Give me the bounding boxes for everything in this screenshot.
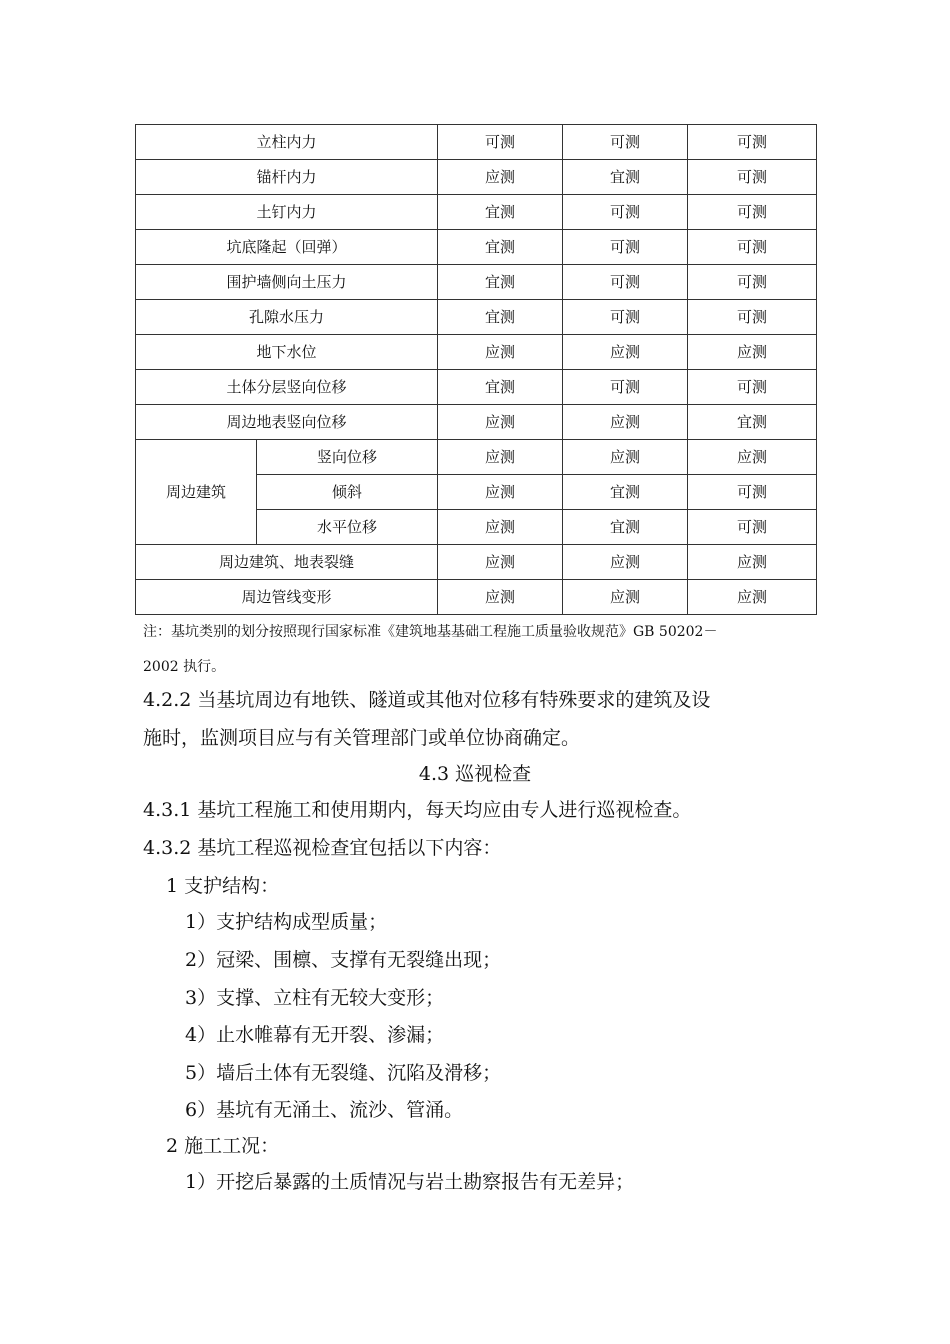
table-cell: 宜测: [688, 405, 817, 440]
table-cell: 应测: [563, 545, 688, 580]
clause-4-2-2-line1: 4.2.2 当基坑周边有地铁、隧道或其他对位移有特殊要求的建筑及设: [143, 689, 711, 711]
table-cell: 可测: [688, 265, 817, 300]
list-item: 3）支撑、立柱有无较大变形；: [185, 987, 445, 1009]
table-cell: 宜测: [438, 370, 563, 405]
clause-4-3-2: 4.3.2 基坑工程巡视检查宜包括以下内容：: [143, 837, 502, 859]
table-cell: 可测: [688, 195, 817, 230]
table-cell: 应测: [688, 440, 817, 475]
table-note-line2: 2002 执行。: [143, 659, 226, 675]
table-cell: 宜测: [563, 475, 688, 510]
table-cell: 宜测: [438, 195, 563, 230]
list-item: 4）止水帷幕有无开裂、渗漏；: [185, 1024, 445, 1046]
table-row: [136, 300, 817, 335]
table-row: [136, 370, 817, 405]
clause-4-2-2-line2: 施时，监测项目应与有关管理部门或单位协商确定。: [143, 727, 581, 749]
table-cell: 应测: [438, 160, 563, 195]
table-cell: 应测: [438, 545, 563, 580]
table-cell-item: 立柱内力: [136, 125, 438, 160]
subsection-2: 2 施工工况：: [166, 1135, 280, 1157]
table-cell: 可测: [563, 265, 688, 300]
table-cell-item: 锚杆内力: [136, 160, 438, 195]
table-cell: 宜测: [438, 265, 563, 300]
table-cell-item: 土体分层竖向位移: [136, 370, 438, 405]
table-cell: 可测: [688, 370, 817, 405]
table-cell: 可测: [563, 230, 688, 265]
table-cell: 可测: [563, 125, 688, 160]
table-cell: 应测: [438, 335, 563, 370]
table-cell-item: 围护墙侧向土压力: [136, 265, 438, 300]
table-row: [136, 335, 817, 370]
table-cell: 宜测: [438, 300, 563, 335]
table-cell: 可测: [563, 300, 688, 335]
table-note-line1: 注：基坑类别的划分按照现行国家标准《建筑地基基础工程施工质量验收规范》GB 50202－: [143, 624, 718, 640]
table-cell: 可测: [563, 370, 688, 405]
table-cell: 应测: [563, 335, 688, 370]
table-cell: 可测: [688, 160, 817, 195]
list-item: 1）开挖后暴露的土质情况与岩土勘察报告有无差异；: [185, 1171, 635, 1193]
section-heading-4-3: 4.3 巡视检查: [418, 763, 532, 785]
table-row: [136, 125, 817, 160]
table-cell-item: 周边管线变形: [136, 580, 438, 615]
table-cell: 应测: [563, 580, 688, 615]
table-cell-item: 孔隙水压力: [136, 300, 438, 335]
table-cell: 应测: [688, 335, 817, 370]
clause-4-3-1: 4.3.1 基坑工程施工和使用期内，每天均应由专人进行巡视检查。: [143, 799, 692, 821]
table-cell-group-label: 周边建筑: [136, 440, 257, 545]
table-cell: 应测: [438, 510, 563, 545]
table-row: [136, 160, 817, 195]
table-row: [136, 195, 817, 230]
table-cell: 应测: [563, 440, 688, 475]
monitoring-items-table: [135, 124, 817, 615]
table-row: [136, 545, 817, 580]
table-cell: 可测: [688, 475, 817, 510]
table-cell: 可测: [688, 300, 817, 335]
table-cell: 可测: [438, 125, 563, 160]
table-cell-subitem: 倾斜: [257, 475, 438, 510]
table-cell-item: 坑底隆起（回弹）: [136, 230, 438, 265]
list-item: 6）基坑有无涌土、流沙、管涌。: [185, 1099, 464, 1121]
table-cell: 应测: [438, 475, 563, 510]
table-row: [136, 265, 817, 300]
table-cell-subitem: 竖向位移: [257, 440, 438, 475]
table-cell: 可测: [563, 195, 688, 230]
table-cell: 应测: [438, 580, 563, 615]
table-cell: 可测: [688, 125, 817, 160]
table-cell-item: 地下水位: [136, 335, 438, 370]
table-cell-subitem: 水平位移: [257, 510, 438, 545]
table-cell: 宜测: [563, 160, 688, 195]
table-row: [136, 580, 817, 615]
subsection-1: 1 支护结构：: [166, 875, 280, 897]
table-cell: 应测: [688, 545, 817, 580]
table-cell-item: 周边地表竖向位移: [136, 405, 438, 440]
table-row: [136, 230, 817, 265]
table-cell: 应测: [688, 580, 817, 615]
table-cell: 可测: [688, 230, 817, 265]
table-cell: 宜测: [438, 230, 563, 265]
table-row: [136, 440, 817, 475]
table-cell: 应测: [438, 440, 563, 475]
list-item: 5）墙后土体有无裂缝、沉陷及滑移；: [185, 1062, 502, 1084]
table-cell-item: 周边建筑、地表裂缝: [136, 545, 438, 580]
table-cell: 应测: [563, 405, 688, 440]
table-cell-item: 土钉内力: [136, 195, 438, 230]
table-cell: 可测: [688, 510, 817, 545]
list-item: 1）支护结构成型质量；: [185, 911, 388, 933]
table-row: [136, 405, 817, 440]
table-cell: 应测: [438, 405, 563, 440]
table-cell: 宜测: [563, 510, 688, 545]
list-item: 2）冠梁、围檩、支撑有无裂缝出现；: [185, 949, 502, 971]
